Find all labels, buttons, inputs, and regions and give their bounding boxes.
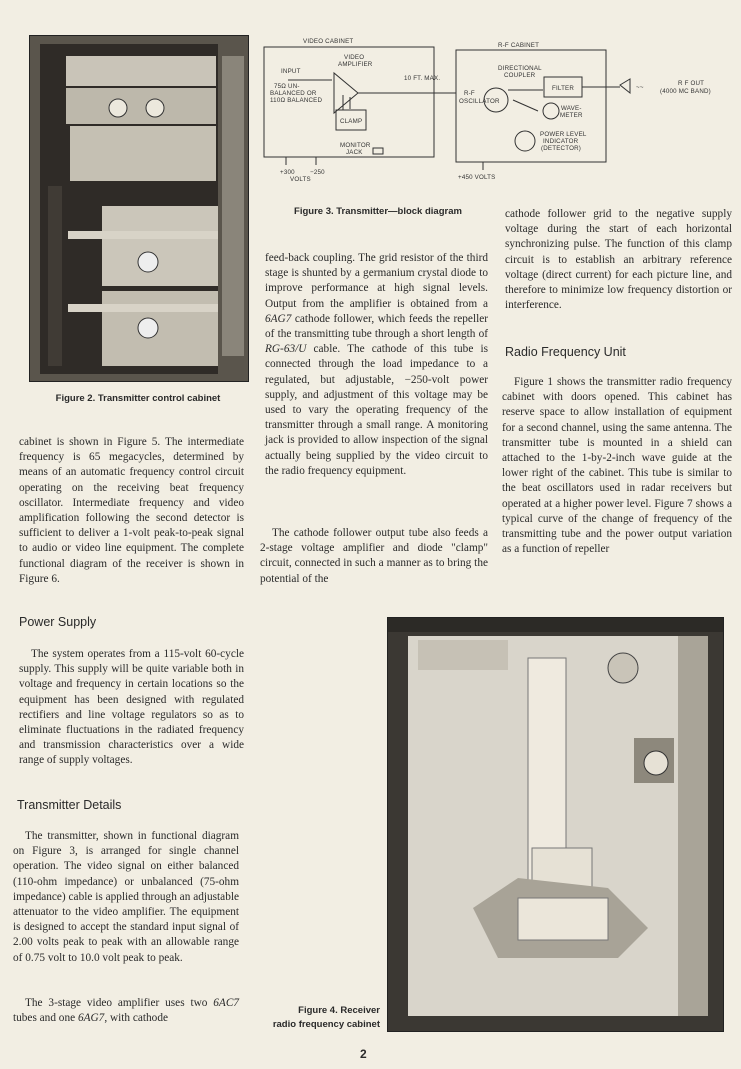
power-level-label-3: (DETECTOR) [541,145,582,152]
col2-text-c: cable. The cathode of this tube is connected through the load impedance to a regulated, but adjustable, −250-volt power supply, and adjustment of this voltage may be used to vary the operating frequency of the transmitter through a small range. A monitoring jack is provided to allow inspection of the signal actually being supplied by the video circuit to the radio frequency equipment. [265,343,488,477]
tube-6ag7: 6AG7 [77,1012,105,1025]
figure-2-photo [29,35,249,382]
col2-text-b: cathode follower, which feeds the repeller of the transmitting tube through a short length of [265,312,488,341]
transmitter-details-paragraph: The transmitter, shown in functional diagram on Figure 3, is arranged for single channel operation. The video signal on either balanced (110-ohm impedance) or unbalanced (75-ohm impedance) cable is applied through an adjustable attenuator to the video amplifier. The equipment is designed to accept the standard input signal of 2.00 volts peak to peak with an allowable range of 0.75 volt to 10.0 volt peak to peak. [13,830,239,964]
monitor-label-2: JACK [346,149,363,156]
directional-coupler-label-1: DIRECTIONAL [498,65,542,72]
supply-300-label: +300 [280,169,295,176]
figure-3-caption: Figure 3. Transmitter—block diagram [294,206,462,217]
wavemeter-label-1: WAVE- [561,105,582,112]
figure-3-diagram [258,35,738,187]
supply-450-label: +450 VOLTS [458,174,496,181]
cable-rg63u: RG-63/U [265,343,307,356]
figure-4-caption-line-1: Figure 4. Receiver [298,1005,380,1016]
col1-paragraph-1: cabinet is shown in Figure 5. The intermediate frequency is 65 megacycles, determined by means of an automatic frequency control circuit operating on the receiving beat frequency oscillator. Intermediate frequency and video amplification following the second detector is sufficient to deliver a 1-volt peak-to-peak signal to audio or video line equipment. The complete functional diagram of the receiver is shown in Figure 6. [19,436,244,585]
col3-paragraph-1: cathode follower grid to the negative supply voltage during the start of each horizontal synchronizing pulse. The function of this clamp circuit is to establish an arbitrary reference voltage (direct current) for each picture line, and therefore to minimize low frequency distortion or interference. [505,208,732,312]
input-desc-2: BALANCED OR [270,90,317,97]
video-amplifier-paragraph [13,996,239,1026]
power-level-label-1: POWER LEVEL [540,131,587,138]
wavy-arrows: ~~ [636,84,644,91]
rf-oscillator-label-1: R-F [464,90,475,97]
transmitter-control-cabinet-image [30,36,248,381]
rf-oscillator-label-2: OSCILLATOR [459,98,500,105]
figure-4-caption-line-2: radio frequency cabinet [272,1019,380,1030]
amp-text-c: , with cathode [104,1012,168,1025]
page-number: 2 [360,1047,367,1061]
cable-label: 10 FT. MAX. [404,75,441,82]
radio-frequency-paragraph: Figure 1 shows the transmitter radio frequency cabinet with doors opened. This cabinet has reserve space to allow installation of equipment for a second channel, using the same antenna. The transmitter tube is mounted in a shield can attached to the 1-by-2-inch wave guide at the lower right of the cabinet. This tube is similar to the beat oscillators used in radar receivers but operated at a higher power level. Figure 7 shows a typical curve of the change of frequency of the transmitting tube and the power output variation as a function of repeller [502,376,732,556]
video-amplifier-label-1: VIDEO [344,54,365,61]
wavemeter-label-2: METER [560,112,583,119]
col2-text-a: feed-back coupling. The grid resistor of the third stage is shunted by a germanium crystal diode to improve performance at high signal levels. Output from the amplifier is obtained from a [265,252,488,310]
transmitter-block-diagram [258,35,738,187]
figure-4-photo [387,617,724,1032]
power-supply-paragraph: The system operates from a 115-volt 60-cycle supply. This supply will be quite variable both in voltage and frequency in certain locations so the equipment has been designed with regulated rectifiers and line voltage regulators so as to eliminate fluctuations in the radiated frequency and transmission characteristics over a wide range of supply voltages. [19,648,244,767]
tube-6ag7-follower: 6AG7 [265,312,292,325]
filter-label: FILTER [552,85,575,92]
monitor-label-1: MONITOR [340,142,371,149]
input-desc-3: 110Ω BALANCED [270,97,323,104]
input-label: INPUT [281,68,301,75]
amp-text-a: The 3-stage video amplifier uses two [25,997,214,1009]
transmitter-details-heading: Transmitter Details [17,798,122,812]
power-level-label-2: INDICATOR [543,138,579,145]
power-supply-heading: Power Supply [19,615,97,629]
rf-out-label-1: R F OUT [678,80,705,87]
amp-text-b: tubes and one [13,1012,78,1025]
directional-coupler-label-2: COUPLER [504,72,536,79]
supply-250-label: −250 [310,169,325,176]
input-desc-1: 75Ω UN- [274,83,300,90]
rf-out-label-2: (4000 MC BAND) [660,88,711,95]
receiver-rf-cabinet-image [388,618,723,1031]
radio-frequency-unit-heading: Radio Frequency Unit [505,345,626,359]
col2-paragraph-1 [265,251,488,479]
video-amplifier-label-2: AMPLIFIER [338,61,373,68]
col2-paragraph-2: The cathode follower output tube also feeds a 2-stage voltage amplifier and diode "clamp" circuit, connected in such a manner as to bring the potential of the [260,527,488,585]
figure-2-caption: Figure 2. Transmitter control cabinet [55,393,221,404]
tube-6ac7: 6AC7 [213,997,239,1009]
clamp-label: CLAMP [340,118,363,125]
rf-cabinet-label: R-F CABINET [498,42,540,49]
volts-label: VOLTS [290,176,311,183]
video-cabinet-label: VIDEO CABINET [303,38,354,45]
